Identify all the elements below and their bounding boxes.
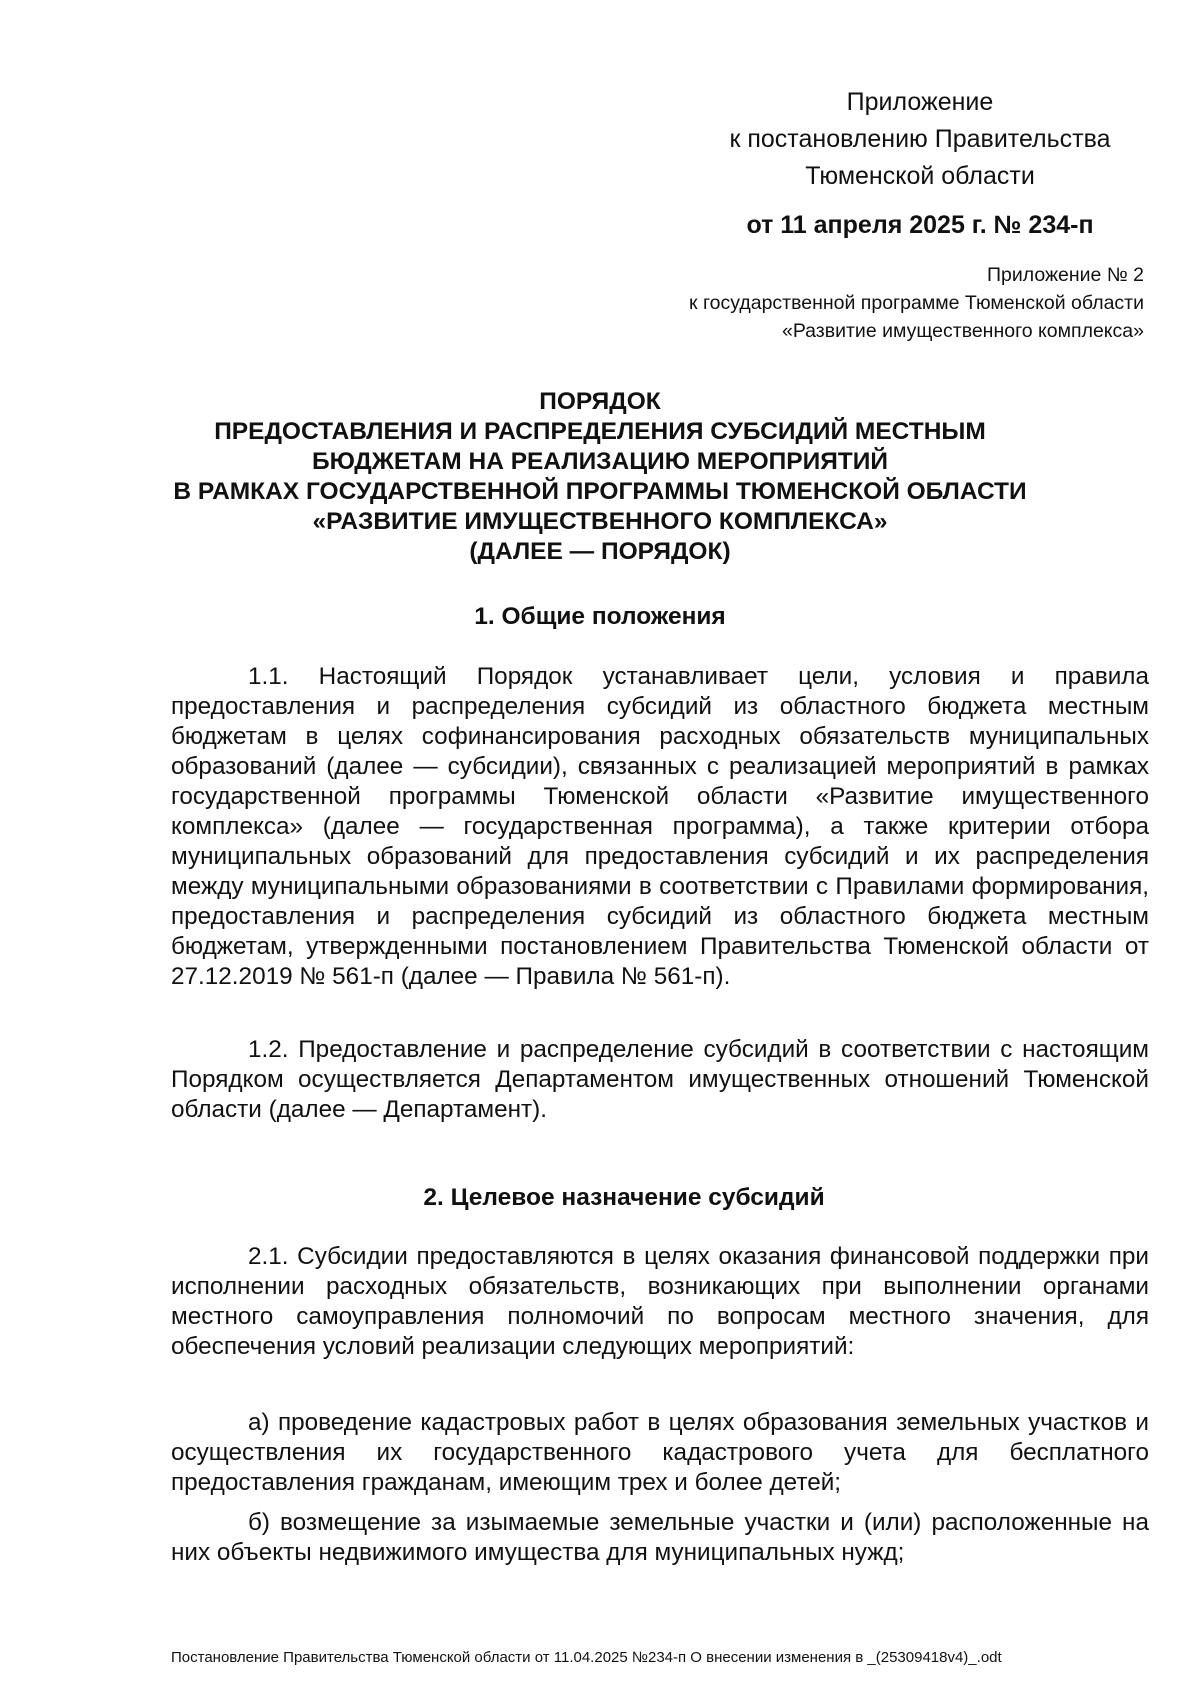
paragraph-2-1: 2.1. Субсидии предоставляются в целях оказания финансовой поддержки при исполнении расходных обязательств, возникающих при выполнении органами местного самоуправления полномочий по вопросам местного значения, для обеспечения условий реализации следующих мероприятий: <box>171 1243 1149 1360</box>
sub-attachment-label: Приложение № 2 <box>987 264 1144 286</box>
title-line-3: БЮДЖЕТАМ НА РЕАЛИЗАЦИЮ МЕРОПРИЯТИЙ <box>311 448 888 475</box>
paragraph-1-2: 1.2. Предоставление и распределение субсидий в соответствии с настоящим Порядком осуществляется Департаментом имущественных отношений Тюменской области (далее — Департамент). <box>171 1036 1149 1123</box>
attachment-block <box>700 84 1140 244</box>
section-1-heading: 1. Общие положения <box>474 603 726 630</box>
title-line-6: (ДАЛЕЕ — ПОРЯДОК) <box>469 538 731 565</box>
paragraph-2-1-a: а) проведение кадастровых работ в целях образования земельных участков и осуществления их государственного кадастрового учета для бесплатного предоставления гражданам, имеющим трех и более детей; <box>171 1409 1149 1496</box>
title-line-5: «РАЗВИТИЕ ИМУЩЕСТВЕННОГО КОМПЛЕКСА» <box>312 508 888 535</box>
title-line-4: В РАМКАХ ГОСУДАРСТВЕННОЙ ПРОГРАММЫ ТЮМЕНСКОЙ ОБЛАСТИ <box>173 478 1027 505</box>
attachment-line-2: Тюменской области <box>805 162 1035 190</box>
title-line-1: ПОРЯДОК <box>539 388 661 415</box>
section-2-heading: 2. Целевое назначение субсидий <box>423 1184 825 1211</box>
title-line-2: ПРЕДОСТАВЛЕНИЯ И РАСПРЕДЕЛЕНИЯ СУБСИДИЙ МЕСТНЫМ <box>214 418 986 445</box>
attachment-label: Приложение <box>846 88 994 116</box>
sub-attachment-block <box>424 261 1144 345</box>
document-title <box>0 387 1200 567</box>
paragraph-2-1-b: б) возмещение за изымаемые земельные участки и (или) расположенные на них объекты недвижимого имущества для муниципальных нужд; <box>171 1509 1149 1566</box>
attachment-line-1: к постановлению Правительства <box>729 125 1111 153</box>
paragraph-1-1: 1.1. Настоящий Порядок устанавливает цели, условия и правила предоставления и распределения субсидий из областного бюджета местным бюджетам в целях софинансирования расходных обязательств муниципальных образований (далее — субсидии), связанных с реализацией мероприятий в рамках государственной программы Тюменской области «Развитие имущественного комплекса» (далее — государственная программа), а также критерии отбора муниципальных образований для предоставления субсидий и их распределения между муниципальными образованиями в соответствии с Правилами формирования, предоставления и распределения субсидий из областного бюджета местным бюджетам, утвержденными постановлением Правительства Тюменской области от 27.12.2019 № 561-п (далее — Правила № 561-п). <box>171 663 1149 990</box>
sub-attachment-line-1: к государственной программе Тюменской области <box>689 292 1144 314</box>
page-footer: Постановление Правительства Тюменской области от 11.04.2025 №234-п О внесении изменения в _(25309418v4)_.odt <box>171 1649 1002 1666</box>
attachment-date: от 11 апреля 2025 г. № 234-п <box>746 211 1094 239</box>
sub-attachment-line-2: «Развитие имущественного комплекса» <box>781 320 1144 342</box>
